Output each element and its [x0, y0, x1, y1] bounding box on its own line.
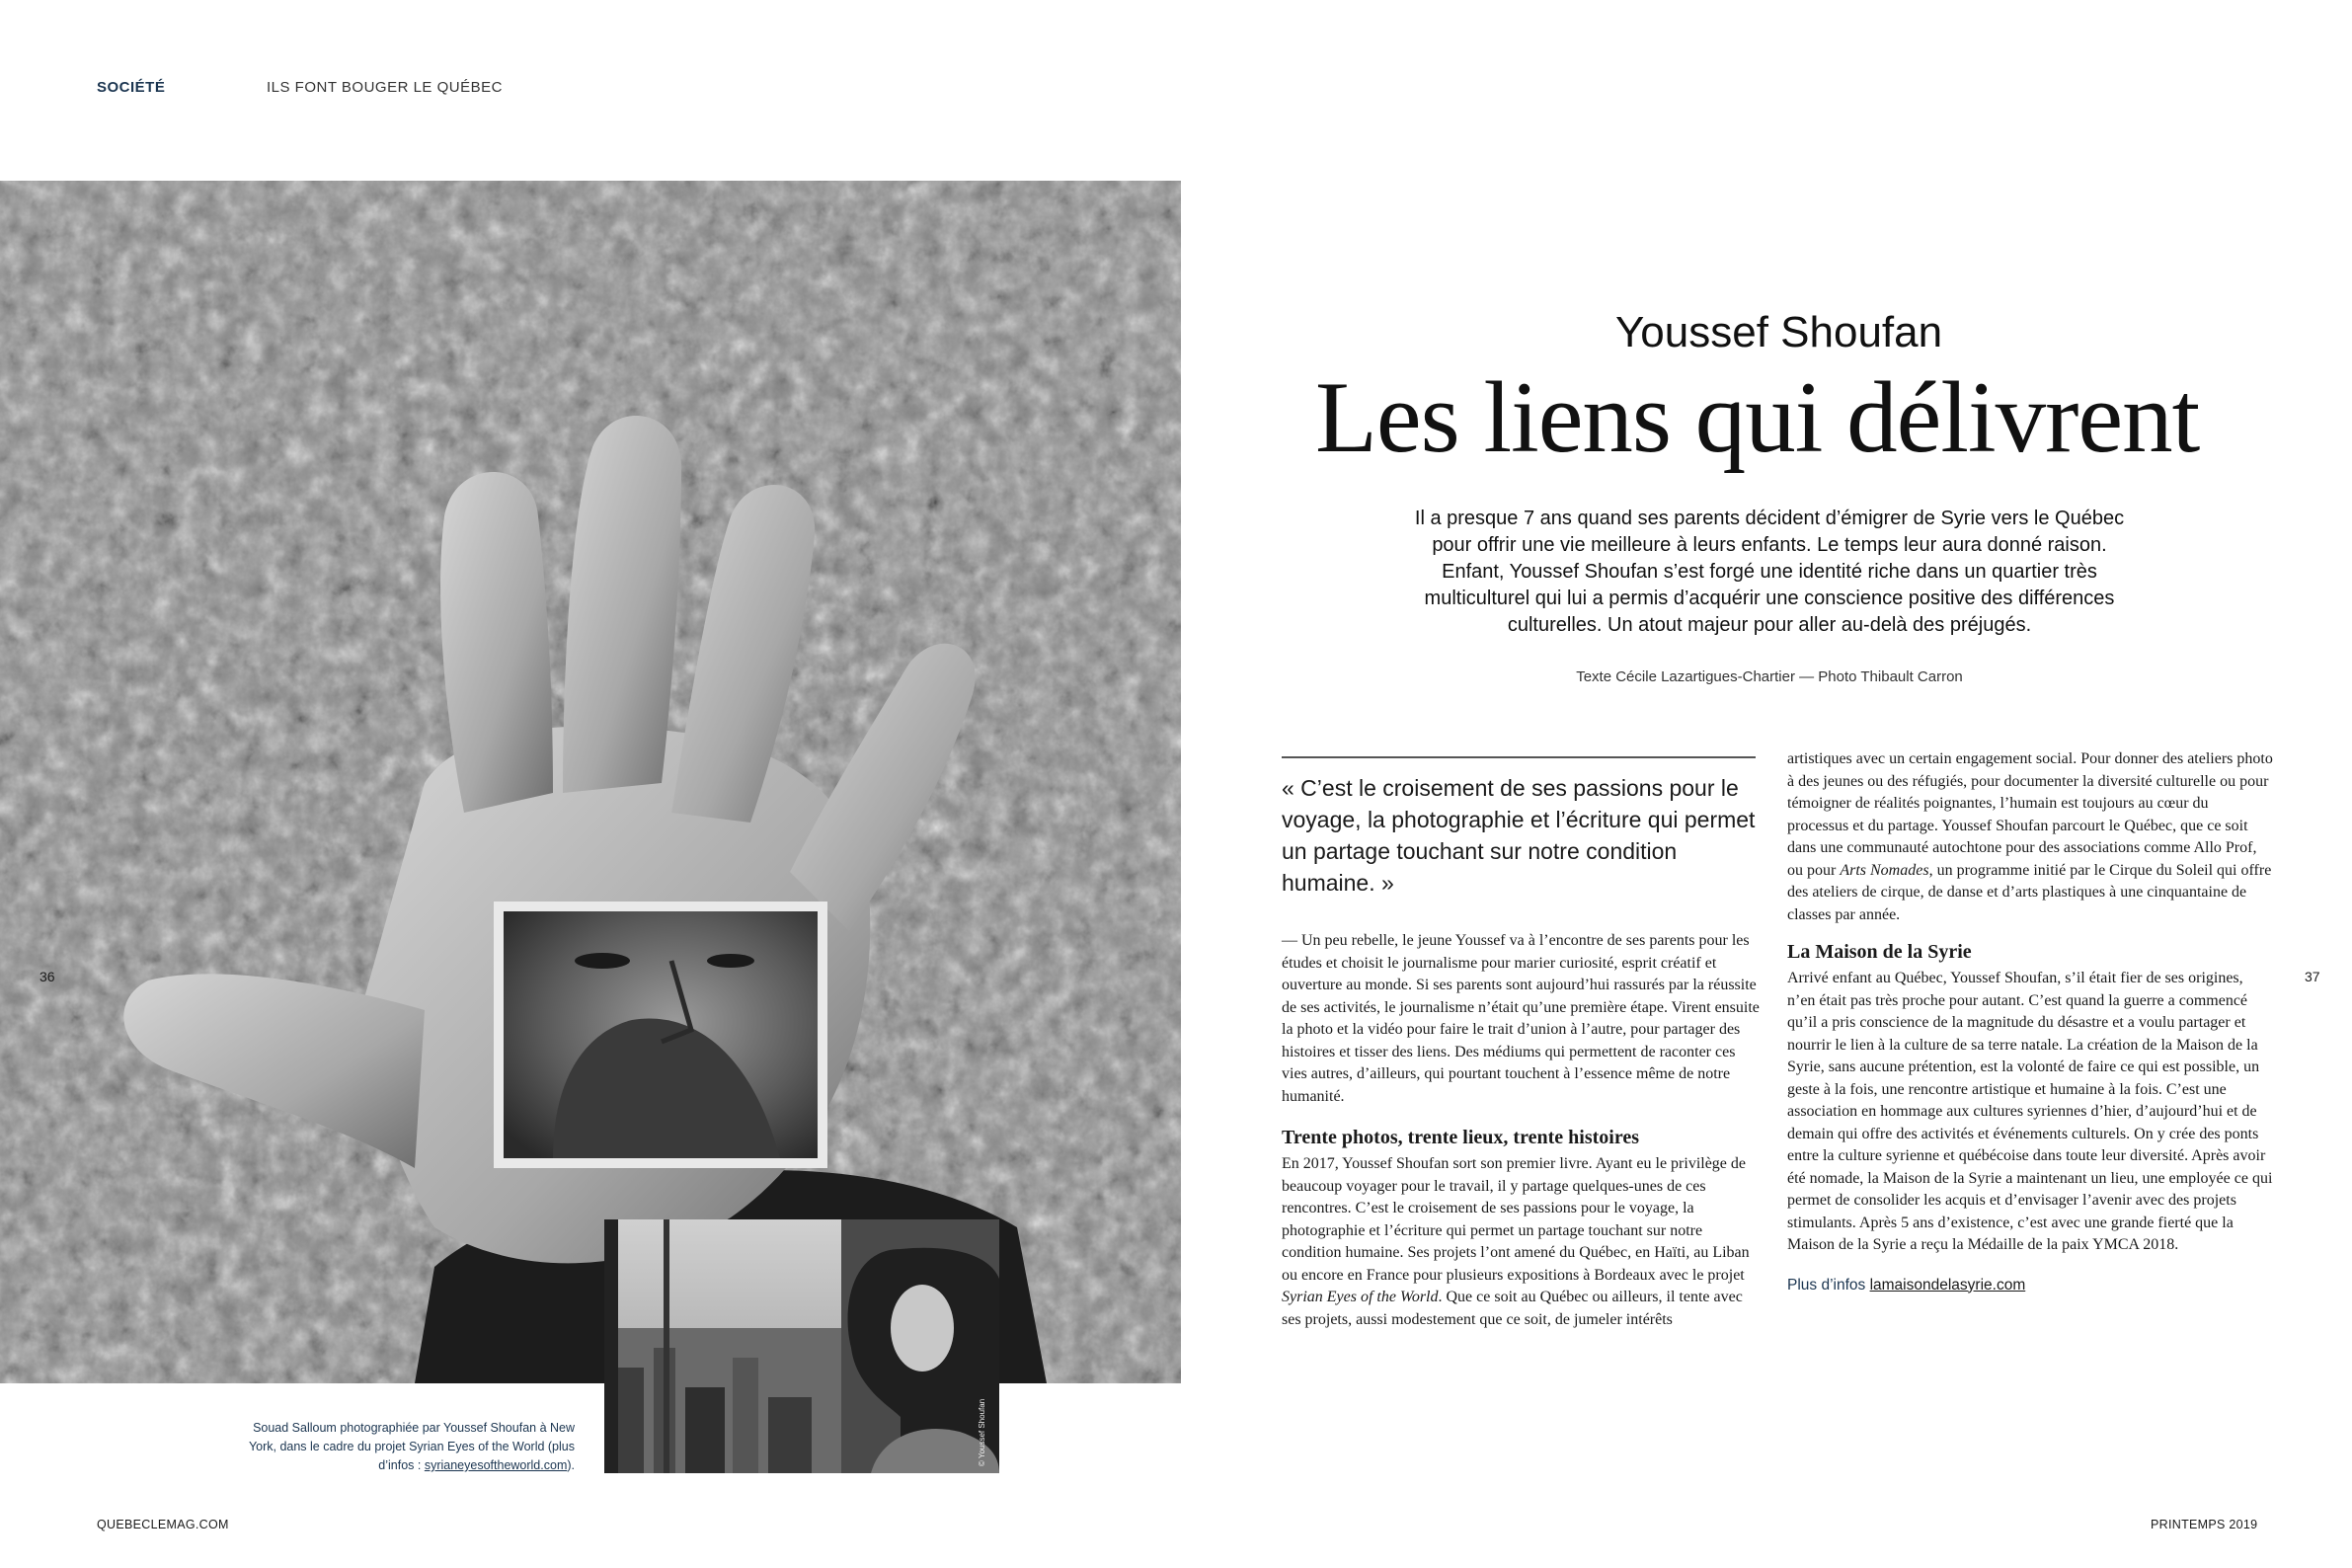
inset-photo	[604, 1219, 999, 1473]
body-text: , un programme initié par le Cirque du Soleil qui offre des ateliers de cirque, de danse et d’arts plastiques à une cinquantaine de classes par année.	[1787, 861, 2272, 923]
body-paragraph	[1282, 1153, 1764, 1331]
program-title: Arts Nomades	[1840, 861, 1929, 879]
pullquote-rule	[1282, 756, 1756, 758]
main-photo	[0, 181, 1181, 1383]
footer-issue: PRINTEMPS 2019	[2151, 1518, 2258, 1531]
article-title: Les liens qui délivrent	[1315, 361, 2200, 474]
subheading-trente-photos: Trente photos, trente lieux, trente histoires	[1282, 1127, 1639, 1148]
article-subject: Youssef Shoufan	[1615, 308, 1943, 356]
subheading-maison-syrie: La Maison de la Syrie	[1787, 941, 1972, 963]
body-paragraph: Arrivé enfant au Québec, Youssef Shoufan, s’il était fier de ses origines, n’en était pas très proche pour autant. C’est quand la guerre a commencé qu’il a pris conscience de la magnitude du désastre et a voulu partager et nourrir le lien à la culture de sa terre natale. La création de la Maison de la Syrie, sans aucune prétention, est la volonté de faire ce qui est possible, un geste à la fois, une rencontre artistique et humaine à la fois. C’est une association en hommage aux cultures syriennes d’hier, d’aujourd’hui et de demain qui offre des activités et événements culturels. On y crée des ponts entre la culture syrienne et québécoise dans toute leur diversité. Après avoir été nomade, la Maison de la Syrie a maintenant un lieu, une employée ce qui permet de consolider les acquis et d’envisager l’avenir avec des projets stimulants. Après 5 ans d’existence, c’est avec une grande fierté que la Maison de la Syrie a reçu la Médaille de la paix YMCA 2018.	[1787, 970, 2273, 1253]
more-info-label: Plus d’infos	[1787, 1276, 1866, 1294]
page-number-right: 37	[2305, 969, 2320, 984]
body-text: . Que ce soit au Québec ou ailleurs, il tente avec ses projets, aussi modestement que ce soit, de jumeler intérêts	[1282, 1289, 1743, 1328]
column-left	[1282, 930, 1764, 1337]
article-lead: Il a presque 7 ans quand ses parents décident d’émigrer de Syrie vers le Québec pour offrir une vie meilleure à leurs enfants. Le temps leur aura donné raison. Enfant, Youssef Shoufan s’est forgé une identité riche dans un quartier très multiculturel qui lui a permis d’acquérir une conscience positive des différences culturelles. Un atout majeur pour aller au-delà des préjugés.	[1414, 508, 2125, 636]
article-credit: Texte Cécile Lazartigues-Chartier — Photo Thibault Carron	[1576, 668, 1963, 685]
footer-site[interactable]: QUEBECLEMAG.COM	[97, 1518, 229, 1531]
caption-text: Souad Salloum photographiée par Youssef Shoufan à New York, dans le cadre du projet Syrian Eyes of the World (plus d’infos :	[248, 1421, 575, 1472]
page-number-left: 36	[39, 969, 55, 984]
body-text: En 2017, Youssef Shoufan sort son premier livre. Ayant eu le privilège de beaucoup voyager pour le travail, il y partage quelques-unes de ces rencontres. C’est le croisement de ses passions pour le voyage, la photographie et l’écriture qui permet un partage touchant sur notre condition humaine. Ses projets l’ont amené du Québec, en Haïti, au Liban ou encore en France pour plusieurs expositions à Bordeaux avec le projet	[1282, 1155, 1750, 1284]
column-right	[1787, 748, 2273, 1296]
body-paragraph	[1787, 748, 2273, 926]
more-info-link[interactable]: lamaisondelasyrie.com	[1869, 1276, 2026, 1294]
running-title: ILS FONT BOUGER LE QUÉBEC	[267, 79, 503, 96]
pullquote: « C’est le croisement de ses passions pour le voyage, la photographie et l’écriture qui permet un partage touchant sur notre condition humaine. »	[1282, 775, 1756, 896]
photo-caption	[227, 1419, 575, 1475]
caption-link[interactable]: syrianeyesoftheworld.com	[424, 1458, 568, 1472]
body-text: artistiques avec un certain engagement social. Pour donner des ateliers photo à des jeunes ou des réfugiés, pour documenter la diversité culturelle ou pour témoigner de réalités poignantes, l’humain est toujours au cœur du processus et du partage. Youssef Shoufan parcourt le Québec, que ce soit dans une communauté autochtone pour des associations comme Allo Prof, ou pour	[1787, 750, 2273, 879]
more-info	[1787, 1275, 2273, 1297]
section-label: SOCIÉTÉ	[97, 79, 166, 96]
caption-end: ).	[567, 1458, 575, 1472]
inset-photo-credit: © Youssef Shoufan	[978, 1398, 986, 1466]
body-paragraph: — Un peu rebelle, le jeune Youssef va à l’encontre de ses parents pour les études et choisit le journalisme pour marier curiosité, esprit créatif et ouverture au monde. Si ses parents sont aujourd’hui rassurés par la réussite de ses activités, le journalisme n’était qu’une première étape. Virent ensuite la photo et la vidéo pour faire le trait d’union à l’autre, pour partager des histoires et tisser des liens. Des médiums qui permettent de raconter ces vies autres, d’ailleurs, qui pourtant touchent à l’essence même de notre humanité.	[1282, 932, 1760, 1105]
project-title: Syrian Eyes of the World	[1282, 1289, 1439, 1305]
